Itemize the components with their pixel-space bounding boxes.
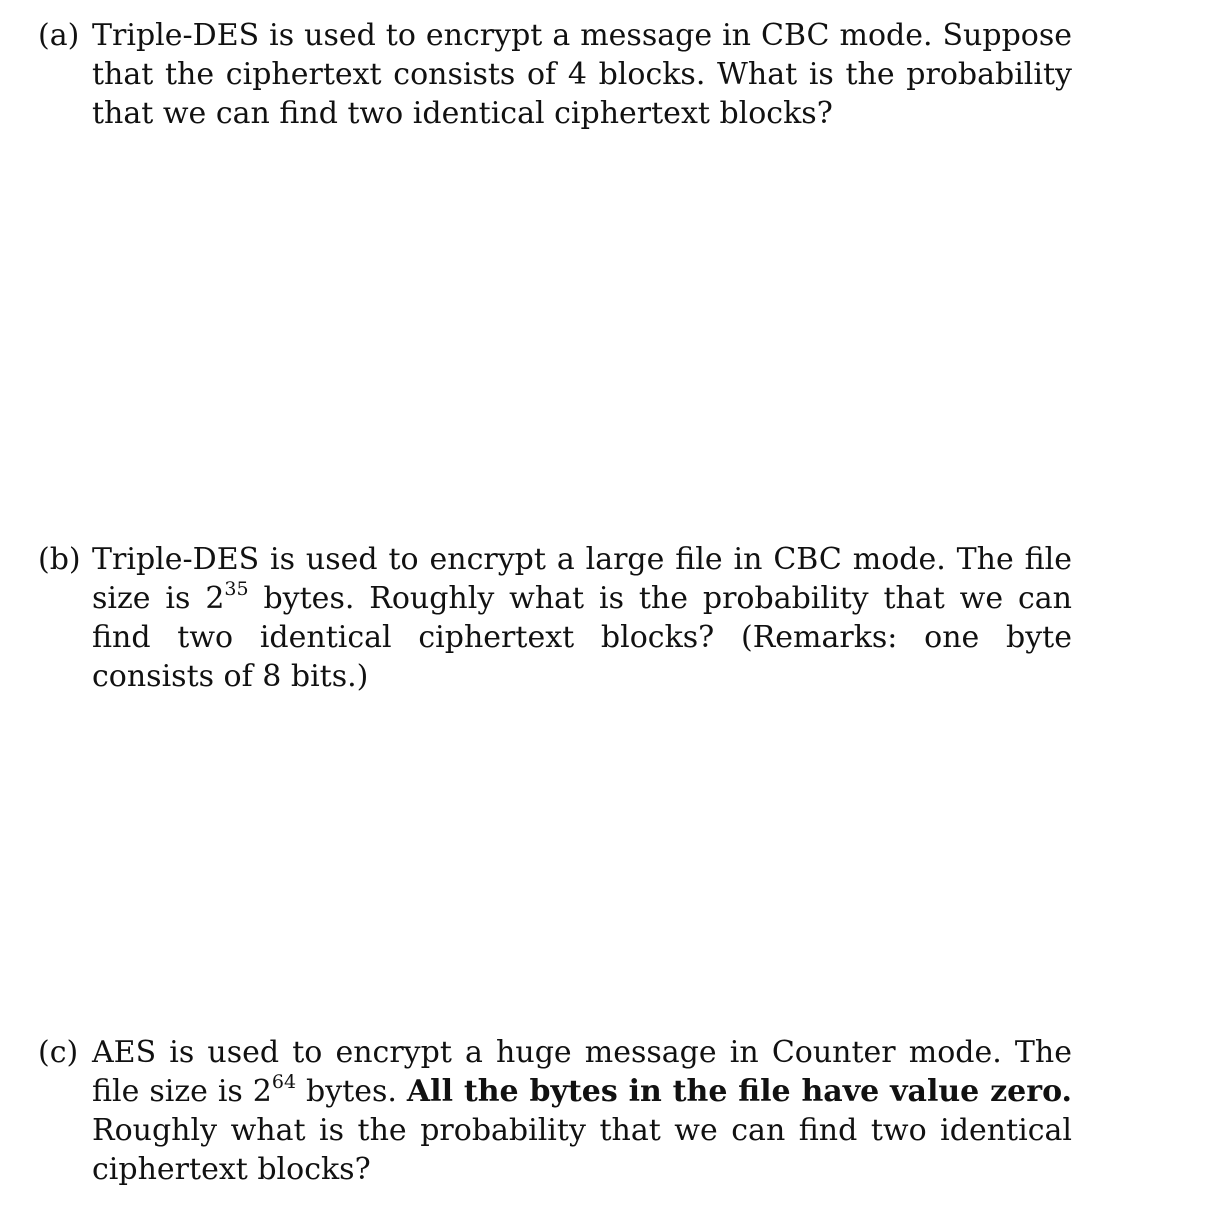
question-a bbox=[38, 16, 1072, 133]
question-b bbox=[38, 540, 1072, 696]
file-size-base: 2 bbox=[205, 581, 225, 616]
question-c-text-start: AES is used to encrypt a huge message in Counter mode. The file size is bbox=[92, 1035, 1072, 1109]
question-b-label: (b) bbox=[38, 542, 81, 577]
question-c-text bbox=[92, 1033, 1072, 1189]
question-a-label: (a) bbox=[38, 18, 80, 53]
question-c-text-end: Roughly what is the probability that we can find two identical ciphertext blocks? bbox=[92, 1113, 1072, 1187]
question-c-text-mid: bytes. bbox=[296, 1074, 407, 1109]
question-c-emphasis: All the bytes in the file have value zero. bbox=[406, 1074, 1072, 1109]
file-size-base: 2 bbox=[252, 1074, 272, 1109]
file-size-exponent: 64 bbox=[271, 1071, 297, 1093]
question-b-text bbox=[92, 540, 1072, 696]
question-c-label: (c) bbox=[38, 1035, 79, 1070]
question-a-body: Triple-DES is used to encrypt a message in CBC mode. Suppose that the ciphertext consists of 4 blocks. What is the probability that we can find two identical ciphertext blocks? bbox=[92, 18, 1072, 131]
question-a-text bbox=[92, 16, 1072, 133]
question-c bbox=[38, 1033, 1072, 1189]
file-size-exponent: 35 bbox=[224, 578, 249, 600]
question-b-text-start: Triple-DES is used to encrypt a large file in CBC mode. The file size is bbox=[92, 542, 1072, 616]
question-b-text-end: bytes. Roughly what is the probability that we can find two identical ciphertext blocks? (Remarks: one byte consists of 8 bits.) bbox=[92, 581, 1072, 694]
